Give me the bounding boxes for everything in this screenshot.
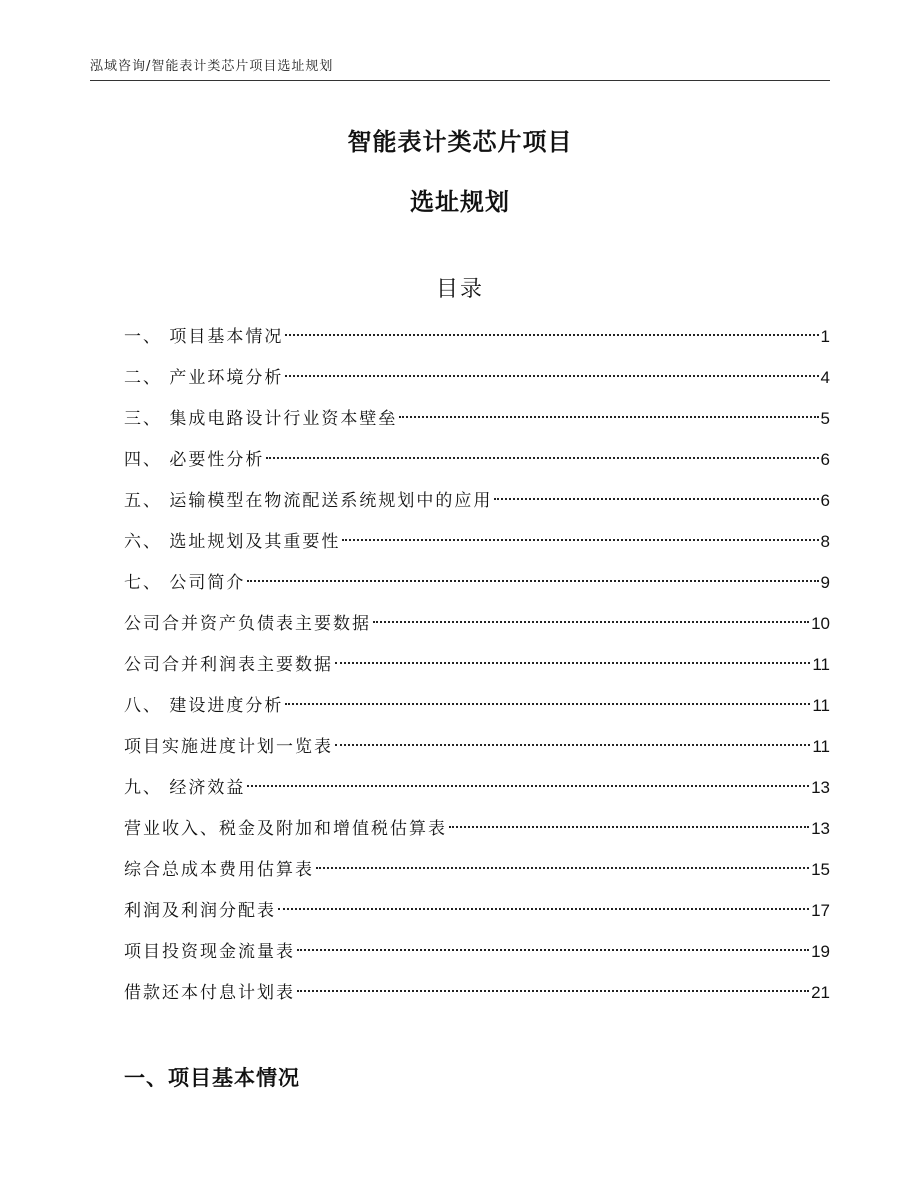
toc-dot-leader [285,334,818,336]
header-rule [90,80,830,81]
document-title: 智能表计类芯片项目 [347,128,573,156]
toc-entry-title: 二、 产业环境分析 [124,368,284,388]
toc-entry-page-number: 15 [811,860,830,879]
toc-entry-title: 项目实施进度计划一览表 [124,737,333,757]
toc-entry[interactable] [124,322,830,363]
section-heading: 一、项目基本情况 [124,1066,300,1090]
toc-dot-leader [342,539,818,541]
toc-entry-title: 七、 公司简介 [124,573,246,593]
toc-dot-leader [399,416,818,418]
toc-entry-page-number: 5 [820,409,830,428]
table-of-contents [124,322,830,1019]
toc-entry-title: 借款还本付息计划表 [124,983,295,1003]
toc-heading: 目录 [435,277,484,302]
toc-entry-page-number: 8 [820,532,830,551]
toc-entry-title: 九、 经济效益 [124,778,246,798]
toc-dot-leader [285,375,818,377]
toc-dot-leader [494,498,818,500]
toc-dot-leader [316,867,809,869]
toc-entry-title: 六、 选址规划及其重要性 [124,532,341,552]
toc-dot-leader [335,744,810,746]
toc-entry-page-number: 6 [820,450,830,469]
toc-entry-title: 四、 必要性分析 [124,450,265,470]
toc-entry-page-number: 19 [811,942,830,961]
toc-entry-title: 公司合并资产负债表主要数据 [124,614,371,634]
toc-entry-page-number: 10 [811,614,830,633]
toc-entry[interactable] [124,527,830,568]
toc-entry-title: 一、 项目基本情况 [124,327,284,347]
toc-dot-leader [449,826,809,828]
toc-dot-leader [297,949,809,951]
toc-entry[interactable] [124,978,830,1019]
toc-entry-title: 项目投资现金流量表 [124,942,295,962]
toc-entry-page-number: 21 [811,983,830,1002]
running-header: 泓域咨询/智能表计类芯片项目选址规划 [90,59,334,74]
toc-dot-leader [285,703,810,705]
toc-entry-title: 营业收入、税金及附加和增值税估算表 [124,819,447,839]
toc-entry[interactable] [124,650,830,691]
toc-entry-page-number: 9 [820,573,830,592]
toc-entry-page-number: 4 [820,368,830,387]
toc-entry[interactable] [124,691,830,732]
toc-entry-title: 公司合并利润表主要数据 [124,655,333,675]
document-subtitle: 选址规划 [410,188,510,216]
toc-entry[interactable] [124,732,830,773]
toc-entry-page-number: 17 [811,901,830,920]
toc-entry-title: 八、 建设进度分析 [124,696,284,716]
toc-entry[interactable] [124,486,830,527]
toc-entry-page-number: 1 [820,327,830,346]
toc-entry-title: 综合总成本费用估算表 [124,860,314,880]
toc-dot-leader [247,785,809,787]
toc-entry[interactable] [124,404,830,445]
toc-entry[interactable] [124,814,830,855]
toc-dot-leader [278,908,809,910]
toc-entry-page-number: 11 [812,655,830,674]
toc-entry[interactable] [124,855,830,896]
toc-entry-page-number: 11 [812,737,830,756]
toc-entry-page-number: 13 [811,819,830,838]
toc-dot-leader [297,990,809,992]
toc-entry[interactable] [124,896,830,937]
toc-dot-leader [266,457,818,459]
toc-entry-title: 三、 集成电路设计行业资本壁垒 [124,409,398,429]
toc-entry-page-number: 6 [820,491,830,510]
toc-entry-title: 利润及利润分配表 [124,901,276,921]
toc-entry-page-number: 11 [812,696,830,715]
toc-entry[interactable] [124,568,830,609]
toc-dot-leader [373,621,809,623]
toc-dot-leader [335,662,810,664]
toc-dot-leader [247,580,818,582]
toc-entry[interactable] [124,445,830,486]
toc-entry[interactable] [124,937,830,978]
toc-entry-page-number: 13 [811,778,830,797]
toc-entry[interactable] [124,609,830,650]
toc-entry[interactable] [124,363,830,404]
toc-entry-title: 五、 运输模型在物流配送系统规划中的应用 [124,491,493,511]
toc-entry[interactable] [124,773,830,814]
